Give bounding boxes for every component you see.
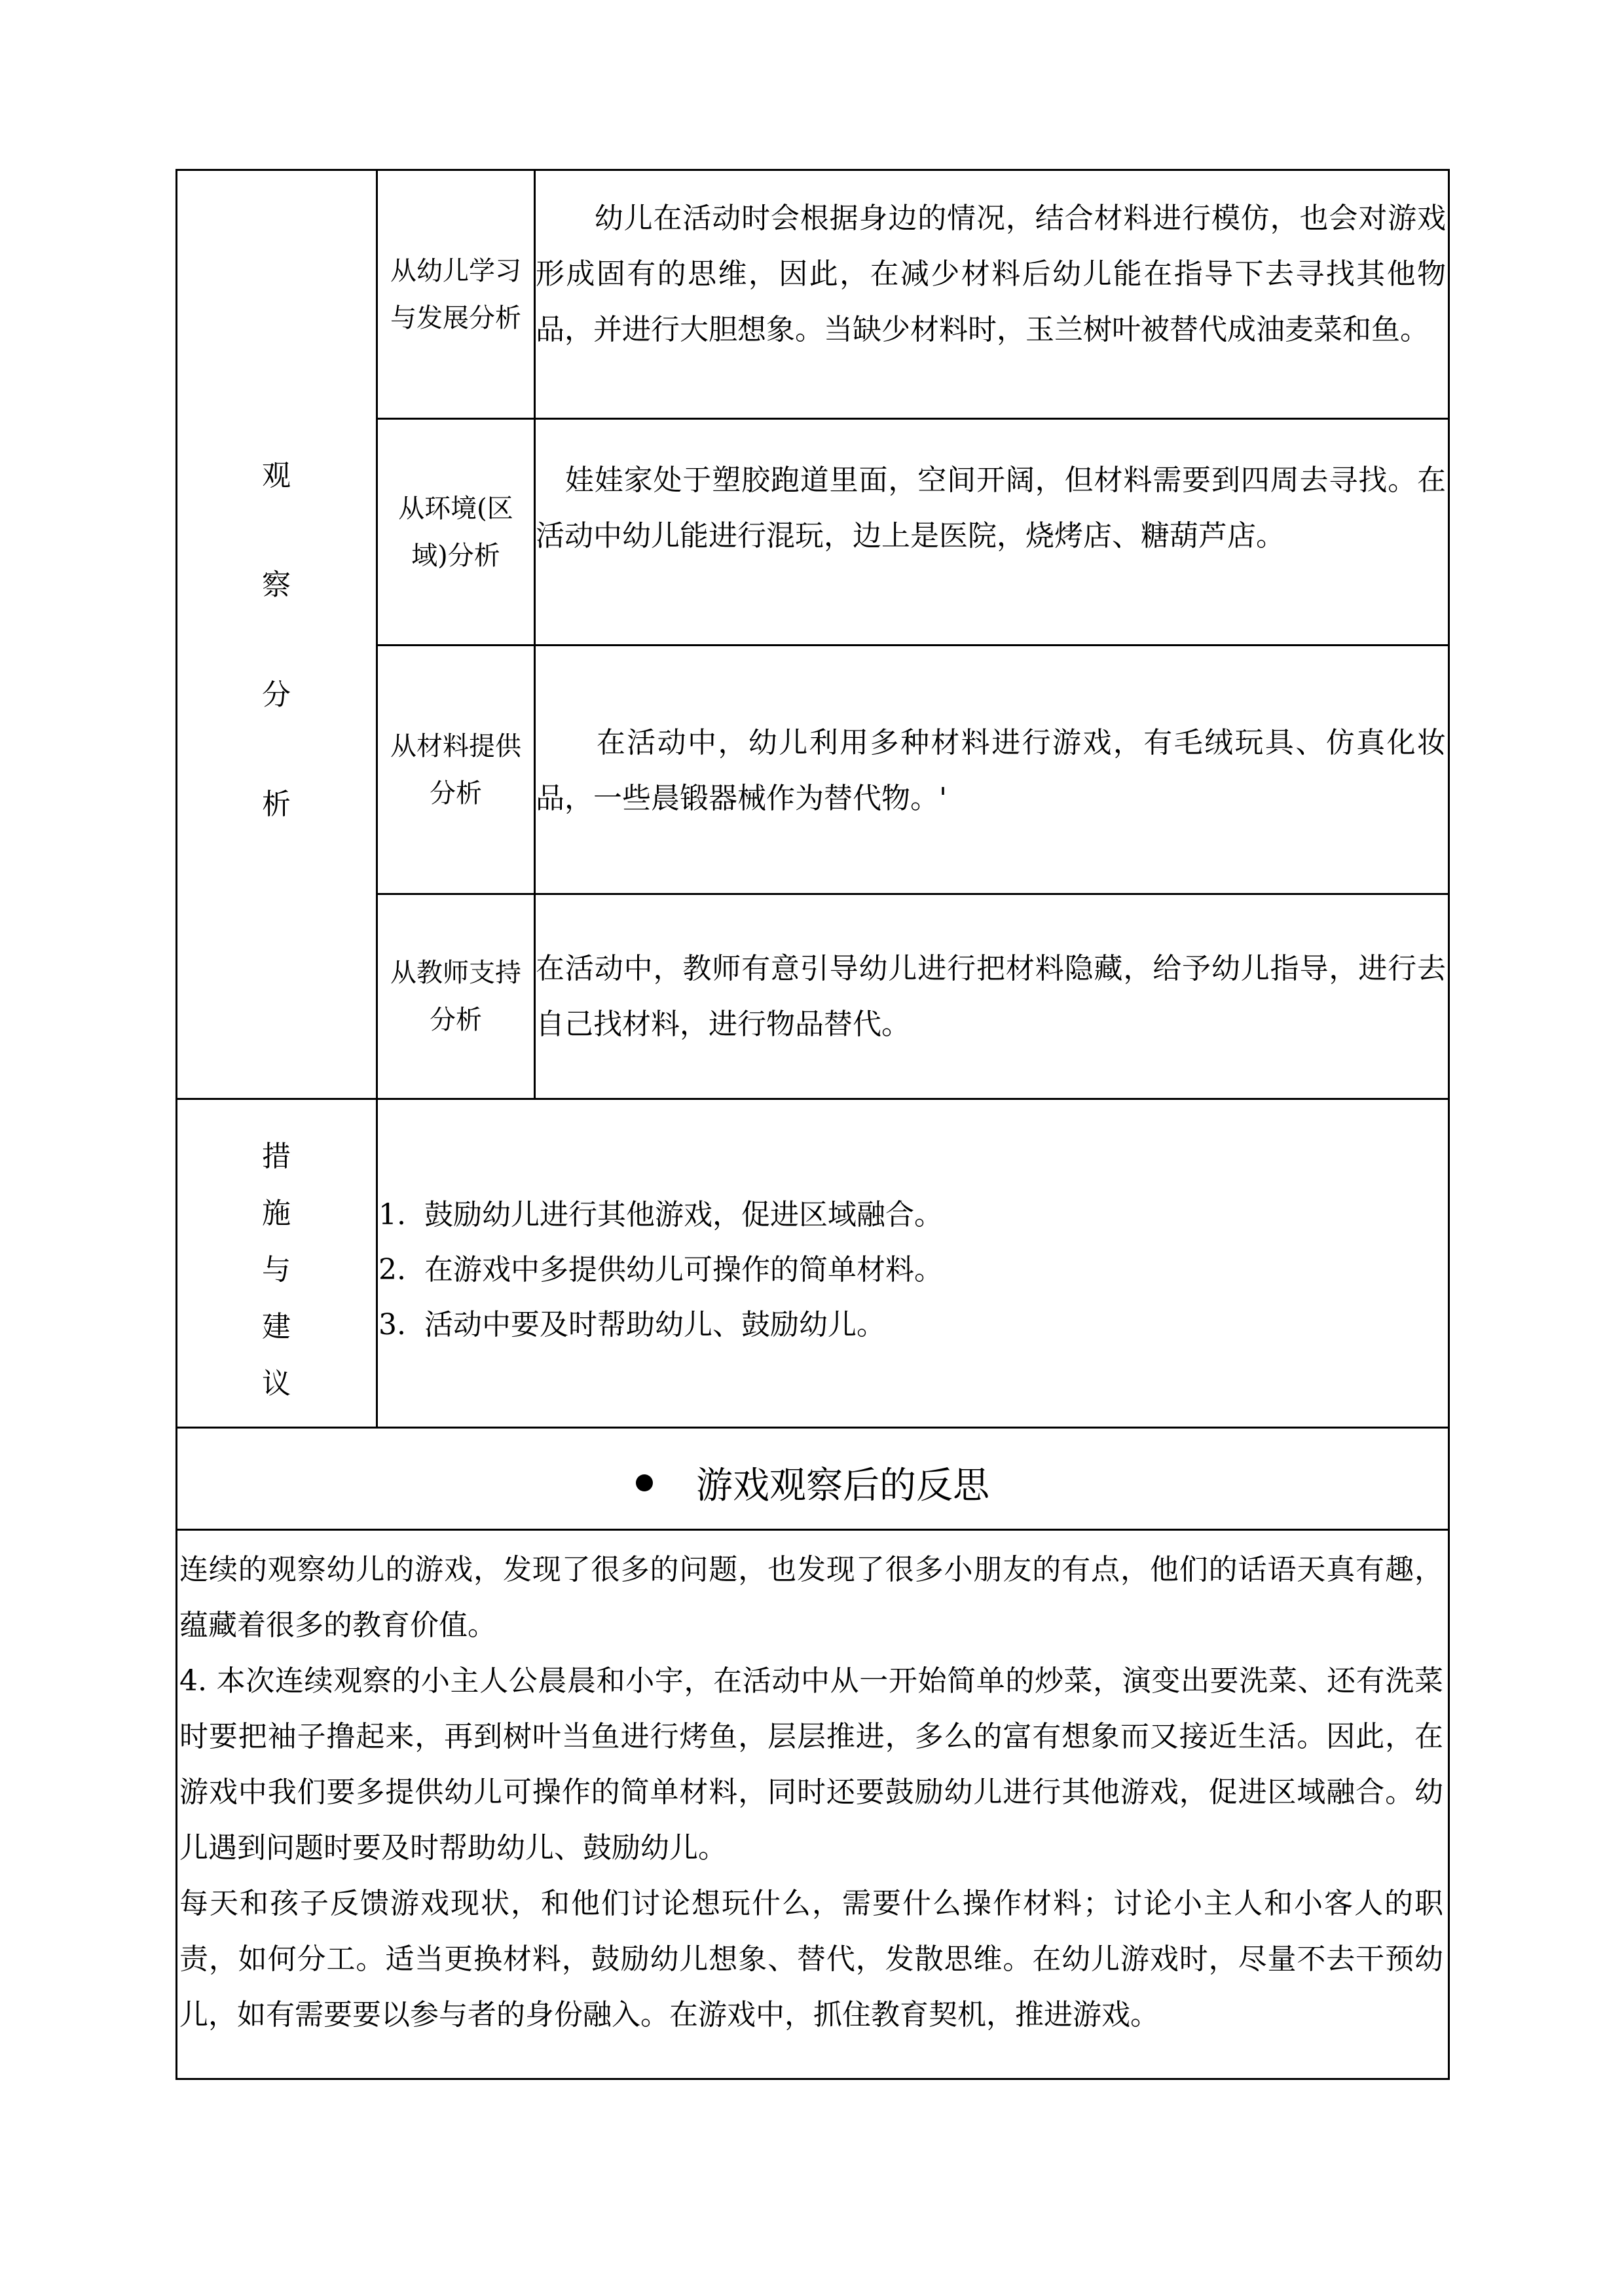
list-item-text: 在游戏中多提供幼儿可操作的简单材料。: [424, 1253, 943, 1286]
reflection-body: [179, 1542, 1443, 2043]
reflection-heading: [177, 1430, 1449, 1535]
column-divider: [376, 169, 378, 1427]
row-text-teacher-support: [536, 941, 1446, 1052]
list-item-number: 3.: [378, 1308, 406, 1341]
row-paragraph: 在活动中，幼儿利用多种材料进行游戏，有毛绒玩具、仿真化妆品，一些晨锻器械作为替代物。': [536, 726, 1446, 815]
section-label-char: 施: [262, 1197, 291, 1230]
table-border-bottom: [175, 2078, 1450, 2080]
row-label-teacher-support: 从教师支持分析: [390, 958, 521, 1035]
measures-list: [378, 1188, 943, 1353]
row-text-learning-development: [536, 191, 1446, 357]
table-border-left: [175, 169, 177, 2080]
reflection-paragraph: 4. 本次连续观察的小主人公晨晨和小宇，在活动中从一开始简单的炒菜，演变出要洗菜、还有洗菜时要把袖子撸起来，再到树叶当鱼进行烤鱼，层层推进，多么的富有想象而又接近生活。因此，在游戏中我们要多提供幼儿可操作的简单材料，同时还要鼓励幼儿进行其他游戏，促进区域融合。幼儿遇到问题时要及时帮助幼儿、鼓励幼儿。: [179, 1664, 1443, 1865]
row-text-environment: [536, 452, 1446, 564]
section-label-char: 察: [262, 568, 291, 602]
table-border-right: [1448, 169, 1450, 2080]
section-label-char: 析: [262, 788, 291, 821]
reflection-title: 游戏观察后的反思: [696, 1465, 989, 1507]
row-divider: [377, 418, 1450, 420]
bullet-icon: [636, 1474, 653, 1491]
row-label-materials: 从材料提供分析: [390, 731, 521, 809]
list-item-number: 1.: [378, 1198, 406, 1231]
table-border-top: [175, 169, 1450, 171]
list-item: [378, 1298, 943, 1353]
list-item-text: 鼓励幼儿进行其他游戏，促进区域融合。: [424, 1198, 943, 1231]
list-item-text: 活动中要及时帮助幼儿、鼓励幼儿。: [424, 1308, 885, 1341]
reflection-paragraph: 每天和孩子反馈游戏现状，和他们讨论想玩什么，需要什么操作材料；讨论小主人和小客人的职责，如何分工。适当更换材料，鼓励幼儿想象、替代，发散思维。在幼儿游戏时，尽量不去干预幼儿，如有需要要以参与者的身份融入。在游戏中，抓住教育契机，推进游戏。: [179, 1887, 1443, 2032]
row-paragraph: 幼儿在活动时会根据身边的情况，结合材料进行模仿，也会对游戏形成固有的思维，因此，在减少材料后幼儿能在指导下去寻找其他物品，并进行大胆想象。当缺少材料时，玉兰树叶被替代成油麦菜和鱼。: [536, 202, 1446, 346]
row-divider: [377, 644, 1450, 646]
list-item: [378, 1243, 943, 1298]
row-divider: [377, 893, 1450, 895]
section-label-char: 分: [262, 678, 291, 712]
list-item-number: 2.: [378, 1253, 406, 1286]
reflection-paragraph: 连续的观察幼儿的游戏，发现了很多的问题，也发现了很多小朋友的有点，他们的话语天真有趣，蕴藏着很多的教育价值。: [179, 1553, 1443, 1642]
section-label-char: 建: [262, 1310, 291, 1343]
row-paragraph: 娃娃家处于塑胶跑道里面，空间开阔，但材料需要到四周去寻找。在活动中幼儿能进行混玩，边上是医院，烧烤店、糖葫芦店。: [536, 464, 1446, 553]
row-paragraph: 在活动中，教师有意引导幼儿进行把材料隐藏，给予幼儿指导，进行去自己找材料，进行物品替代。: [536, 952, 1446, 1041]
section-divider: [175, 1427, 1450, 1429]
section-label-char: 措: [262, 1140, 291, 1173]
row-label-learning-development: 从幼儿学习与发展分析: [390, 255, 521, 333]
list-item: [378, 1188, 943, 1243]
section-label-char: 与: [262, 1253, 291, 1286]
section-label-char: 观: [262, 459, 291, 492]
section-divider: [175, 1098, 1450, 1100]
section-label-char: 议: [262, 1367, 291, 1400]
row-text-materials: [536, 715, 1446, 826]
row-label-environment: 从环境(区域)分析: [398, 493, 513, 571]
